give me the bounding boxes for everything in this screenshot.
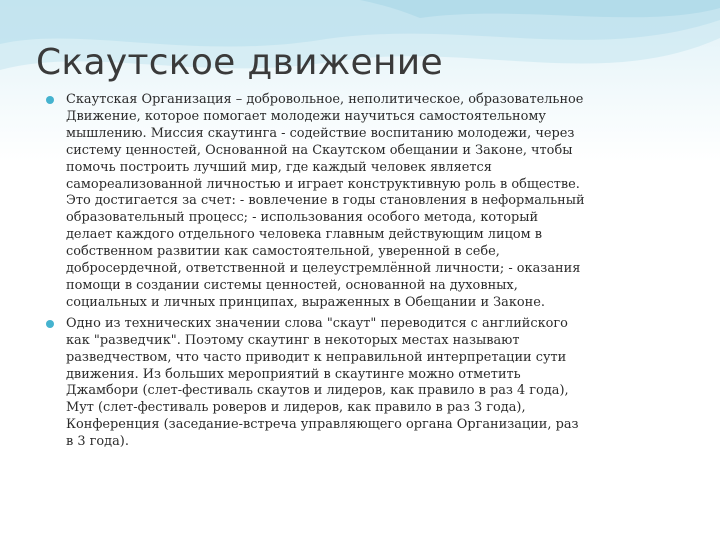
- text-line: Одно из технических значении слова "скаут" переводится с английского: [66, 315, 568, 331]
- bullet-item-1: [46, 92, 698, 312]
- bullet-dot-icon: [46, 96, 54, 104]
- bullet-item-2: [46, 316, 698, 451]
- text-line: самореализованной личностью и играет конструктивную роль в обществе.: [66, 176, 580, 192]
- text-line: помощи в создании системы ценностей, основанной на духовных,: [66, 277, 518, 293]
- text-line: Движение, которое помогает молодежи научиться самостоятельному: [66, 108, 546, 124]
- text-line: систему ценностей, Основанной на Скаутском обещании и Законе, чтобы: [66, 142, 573, 158]
- text-line: добросердечной, ответственной и целеустремлённой личности; - оказания: [66, 261, 581, 277]
- slide-title: Скаутское движение: [36, 42, 443, 83]
- text-line: мышлению. Миссия скаутинга - содействие воспитанию молодежи, через: [66, 125, 575, 141]
- bullet-dot-icon: [46, 320, 54, 328]
- text-line: Конференция (заседание-встреча управляющего органа Организации, раз: [66, 417, 579, 433]
- bullet-list: [46, 92, 698, 455]
- text-line: делает каждого отдельного человека главным действующим лицом в: [66, 227, 543, 243]
- text-line: образовательный процесс; - использования особого метода, который: [66, 210, 539, 226]
- text-line: в 3 года).: [66, 434, 129, 450]
- text-line: собственном развитии как самостоятельной, уверенной в себе,: [66, 244, 500, 260]
- text-line: социальных и личных принципах, выраженных в Обещании и Законе.: [66, 294, 545, 310]
- text-line: движения. Из больших мероприятий в скаутинге можно отметить: [66, 366, 521, 382]
- text-line: Джамбори (слет-фестиваль скаутов и лидеров, как правило в раз 4 года),: [66, 383, 569, 399]
- text-line: Скаутская Организация – добровольное, неполитическое, образовательное: [66, 92, 584, 107]
- text-line: Мут (слет-фестиваль роверов и лидеров, как правило в раз 3 года),: [66, 400, 526, 416]
- text-line: разведчеством, что часто приводит к неправильной интерпретации сути: [66, 349, 567, 365]
- text-line: Это достигается за счет: - вовлечение в годы становления в неформальный: [66, 193, 585, 209]
- text-line: помочь построить лучший мир, где каждый человек является: [66, 159, 492, 175]
- text-line: как "разведчик". Поэтому скаутинг в некоторых местах называют: [66, 332, 520, 348]
